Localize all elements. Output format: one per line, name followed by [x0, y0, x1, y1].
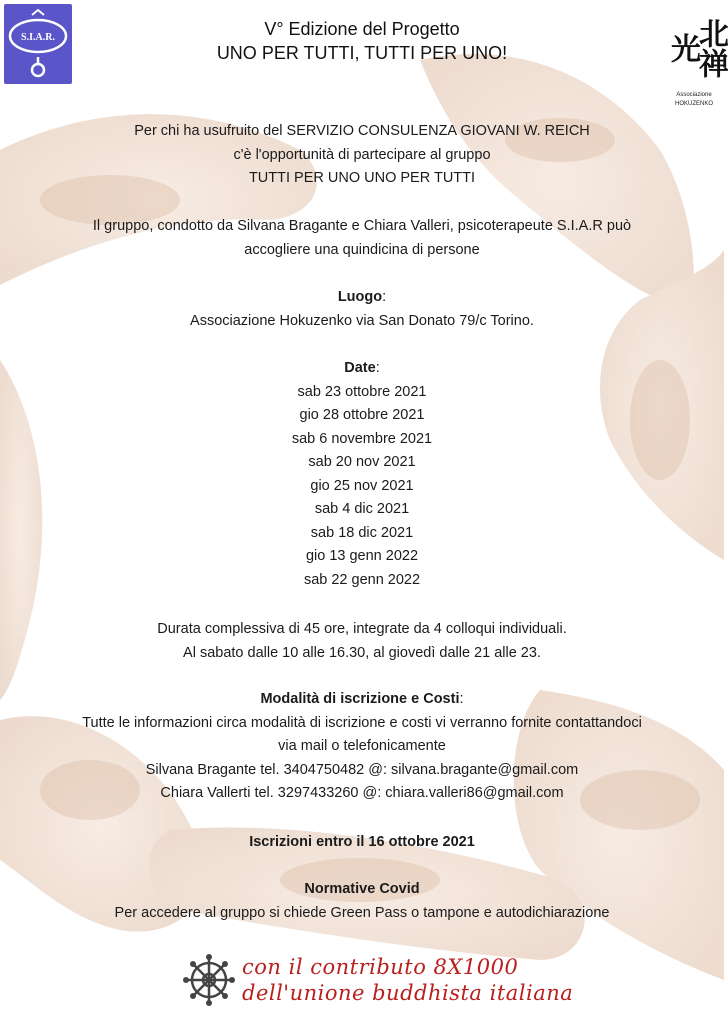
contact-silvana: Silvana Bragante tel. 3404750482 @: silvana.bragante@gmail.com: [145, 761, 579, 778]
date-item: sab 18 dic 2021: [310, 524, 414, 541]
contact-chiara: Chiara Vallerti tel. 3297433260 @: chiara.valleri86@gmail.com: [160, 785, 564, 801]
group-section: [0, 215, 724, 262]
date-item: sab 23 ottobre 2021: [297, 383, 427, 400]
hokuzenko-glyphs: 北禅光: [665, 18, 728, 78]
registration-line1: Tutte le informazioni circa modalità di iscrizione e costi vi verranno fornite contattandoci: [82, 714, 642, 731]
dates-section: [0, 357, 724, 592]
footer-contribution: [242, 954, 582, 1006]
covid-text: Per accedere al gruppo si chiede Green Pass o tampone e autodichiarazione: [114, 904, 610, 921]
intro-line1: Per chi ha usufruito del SERVIZIO CONSULENZA GIOVANI W. REICH: [134, 123, 590, 139]
dharma-wheel-icon: [182, 953, 236, 1007]
hokuzenko-caption-1: Associazione: [676, 92, 712, 98]
dates-heading: Date:: [344, 360, 380, 376]
location-value: Associazione Hokuzenko via San Donato 79/c Torino.: [190, 312, 534, 329]
covid-label: Normative Covid: [304, 881, 420, 897]
date-item: gio 13 genn 2022: [305, 548, 419, 564]
intro-line2: c'è l'opportunità di partecipare al gruppo: [233, 146, 491, 163]
footer-line2: dell'unione buddhista italiana: [242, 981, 574, 1005]
group-line2: accogliere una quindicina di persone: [244, 241, 480, 258]
siar-logo-text: S.I.A.R.: [21, 32, 55, 43]
registration-label: Modalità di iscrizione e Costi: [260, 691, 460, 707]
date-item: sab 20 nov 2021: [308, 454, 416, 470]
covid-section: [0, 878, 724, 925]
duration-section: [0, 618, 724, 665]
group-line1: Il gruppo, condotto da Silvana Bragante e Chiara Valleri, psicoterapeute S.I.A.R può: [92, 218, 632, 234]
page-title-line1: V° Edizione del Progetto: [264, 19, 460, 39]
registration-line2: via mail o telefonicamente: [278, 738, 446, 754]
deadline-section: [0, 831, 724, 855]
registration-heading: Modalità di iscrizione e Costi:: [260, 691, 464, 707]
location-heading: Luogo:: [337, 289, 387, 305]
date-item: sab 6 novembre 2021: [291, 430, 433, 447]
registration-section: [0, 688, 724, 806]
intro-line3: TUTTI PER UNO UNO PER TUTTI: [248, 170, 476, 186]
deadline-text: Iscrizioni entro il 16 ottobre 2021: [249, 834, 475, 850]
page-title-line2: UNO PER TUTTI, TUTTI PER UNO!: [216, 43, 508, 63]
location-section: [0, 286, 724, 333]
dates-label: Date: [344, 360, 376, 376]
intro-section: [0, 120, 724, 191]
date-item: gio 25 nov 2021: [310, 477, 414, 494]
date-item: gio 28 ottobre 2021: [299, 407, 425, 423]
date-item: sab 4 dic 2021: [314, 501, 410, 517]
hokuzenko-caption-2: HOKUZENKO: [674, 101, 713, 107]
footer-line1: con il contributo 8X1000: [242, 955, 519, 979]
duration-line2: Al sabato dalle 10 alle 16.30, al giovedì dalle 21 alle 23.: [183, 644, 541, 661]
duration-line1: Durata complessiva di 45 ore, integrate da 4 colloqui individuali.: [157, 621, 567, 637]
date-item: sab 22 genn 2022: [303, 571, 421, 588]
location-label: Luogo: [337, 289, 383, 305]
